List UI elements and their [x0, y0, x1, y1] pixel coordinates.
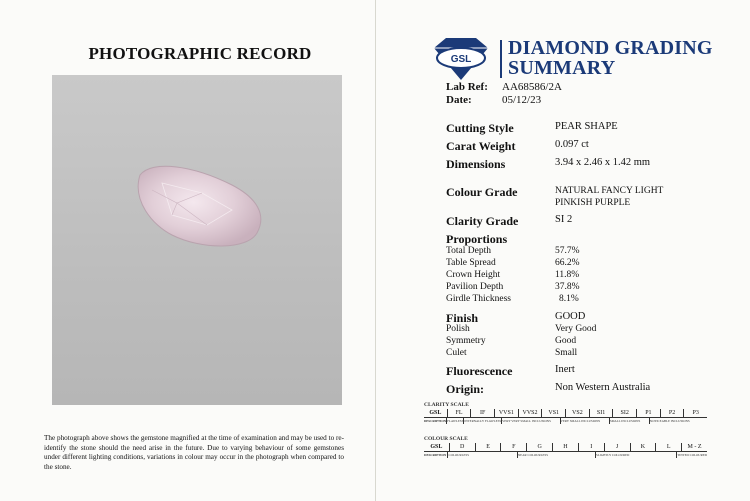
scale-grade: E — [475, 443, 501, 451]
scale-description: VERY SMALL INCLUSIONS — [560, 419, 601, 423]
scale-grade: M - Z — [681, 443, 707, 451]
colour-scale-grades — [424, 442, 707, 452]
scale-grade: GSL — [429, 410, 442, 416]
scale-description: SMALL INCLUSIONS — [609, 419, 641, 423]
scale-grade: I — [578, 443, 604, 451]
clarity-scale-grades — [424, 408, 707, 418]
scale-grade: P1 — [636, 409, 660, 417]
colour-scale-label: COLOUR SCALE — [424, 436, 468, 442]
scale-grade: VVS2 — [518, 409, 542, 417]
scale-grade: J — [604, 443, 630, 451]
title-bar — [500, 40, 502, 78]
lab-ref: Lab Ref: AA68586/2A — [446, 81, 562, 93]
scale-grade: GSL — [430, 444, 443, 450]
scale-grade: FL — [447, 409, 471, 417]
scale-grade: IF — [470, 409, 494, 417]
scale-grade: K — [630, 443, 656, 451]
colour-scale — [424, 442, 707, 458]
scale-description: DESCRIPTION — [424, 419, 447, 423]
scale-description: VERY VERY SMALL INCLUSIONS — [502, 419, 551, 423]
scale-description: NOTICEABLE INCLUSIONS — [649, 419, 690, 423]
summary-title: DIAMOND GRADING SUMMARY — [508, 37, 713, 79]
scale-description: COLOURLESS — [448, 453, 470, 457]
page-divider — [375, 0, 376, 501]
clarity-scale — [424, 408, 707, 424]
logo-text: GSL — [450, 54, 472, 65]
date: Date: 05/12/23 — [446, 94, 542, 106]
scale-grade: VS1 — [541, 409, 565, 417]
scale-description: DESCRIPTION — [424, 453, 447, 457]
scale-grade: P3 — [683, 409, 707, 417]
pear-diamond-image — [52, 75, 342, 405]
scale-grade: SI2 — [612, 409, 636, 417]
scale-grade: D — [449, 443, 475, 451]
scale-grade: VVS1 — [494, 409, 518, 417]
scale-grade: VS2 — [565, 409, 589, 417]
gsl-diamond-icon — [426, 36, 496, 84]
gemstone-photo — [52, 75, 342, 405]
scale-grade: SI1 — [589, 409, 613, 417]
photo-caption: The photograph above shows the gemstone magnified at the time of examination and may be used to re-identify the stone should the need arise in the future. Due to varying behaviour of some gemstones under different lighting conditions, variations in colour may occur in the photograph when compared to the stone. — [44, 434, 344, 471]
colour-scale-descriptions — [424, 452, 707, 458]
photographic-record-title: PHOTOGRAPHIC RECORD — [88, 44, 312, 63]
scale-grade: F — [500, 443, 526, 451]
scale-grade: G — [526, 443, 552, 451]
scale-description: NEAR COLOURLESS — [518, 453, 549, 457]
scale-grade: H — [552, 443, 578, 451]
scale-description: INTERNALLY FLAWLESS — [464, 419, 502, 423]
scale-description: SLIGHTLY COLOURED — [596, 453, 630, 457]
scale-description: FLAWLESS — [447, 419, 464, 423]
scale-description: TINTED COLOURED — [677, 453, 707, 457]
clarity-scale-descriptions — [424, 418, 707, 424]
scale-grade: P2 — [660, 409, 684, 417]
scale-grade: L — [655, 443, 681, 451]
clarity-scale-label: CLARITY SCALE — [424, 402, 469, 408]
